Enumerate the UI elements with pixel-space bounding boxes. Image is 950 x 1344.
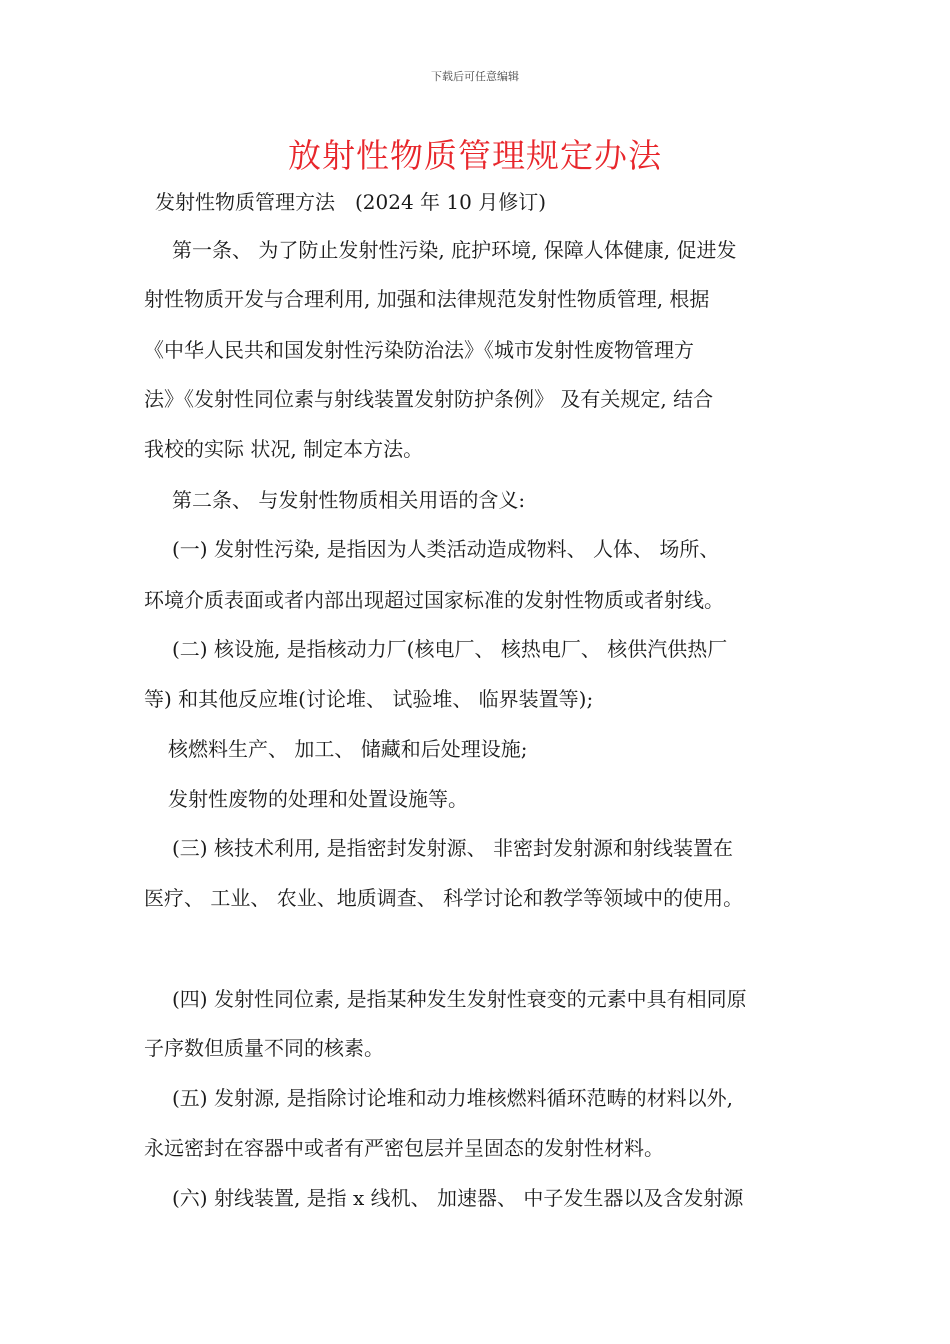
paragraph-line: 等) 和其他反应堆(讨论堆、 试验堆、 临界装置等); xyxy=(144,687,594,711)
paragraph-line: (四) 发射性同位素, 是指某种发生发射性衰变的元素中具有相同原 xyxy=(172,987,747,1011)
paragraph-line: 医疗、 工业、 农业、地质调查、 科学讨论和教学等领域中的使用。 xyxy=(144,886,744,910)
document-title: 放射性物质管理规定办法 xyxy=(288,136,662,175)
paragraph-line: 第二条、 与发射性物质相关用语的含义: xyxy=(172,488,526,512)
document-subtitle: 发射性物质管理方法 (2024 年 10 月修订) xyxy=(155,190,547,214)
paragraph-line: (六) 射线装置, 是指 x 线机、 加速器、 中子发生器以及含发射源 xyxy=(172,1186,744,1210)
paragraph-line: 子序数但质量不同的核素。 xyxy=(144,1036,384,1060)
paragraph-line: (一) 发射性污染, 是指因为人类活动造成物料、 人体、 场所、 xyxy=(172,537,720,561)
paragraph-line: (三) 核技术利用, 是指密封发射源、 非密封发射源和射线装置在 xyxy=(172,836,734,860)
paragraph-line: 发射性废物的处理和处置设施等。 xyxy=(168,787,468,811)
paragraph-line: 第一条、 为了防止发射性污染, 庇护环境, 保障人体健康, 促进发 xyxy=(172,238,737,262)
paragraph-line: 射性物质开发与合理利用, 加强和法律规范发射性物质管理, 根据 xyxy=(144,287,710,311)
paragraph-line: (五) 发射源, 是指除讨论堆和动力堆核燃料循环范畴的材料以外, xyxy=(172,1086,734,1110)
paragraph-line: 核燃料生产、 加工、 储藏和后处理设施; xyxy=(168,737,528,761)
paragraph-line: 《中华人民共和国发射性污染防治法》《城市发射性废物管理方 xyxy=(144,338,694,362)
paragraph-line: 我校的实际 状况, 制定本方法。 xyxy=(144,437,424,461)
paragraph-line: 法》《发射性同位素与射线装置发射防护条例》 及有关规定, 结合 xyxy=(144,387,714,411)
paragraph-line: (二) 核设施, 是指核动力厂(核电厂、 核热电厂、 核供汽供热厂 xyxy=(172,637,728,661)
paragraph-line: 永远密封在容器中或者有严密包层并呈固态的发射性材料。 xyxy=(144,1136,664,1160)
header-note: 下载后可任意编辑 xyxy=(431,70,519,83)
paragraph-line: 环境介质表面或者内部出现超过国家标准的发射性物质或者射线。 xyxy=(144,588,724,612)
